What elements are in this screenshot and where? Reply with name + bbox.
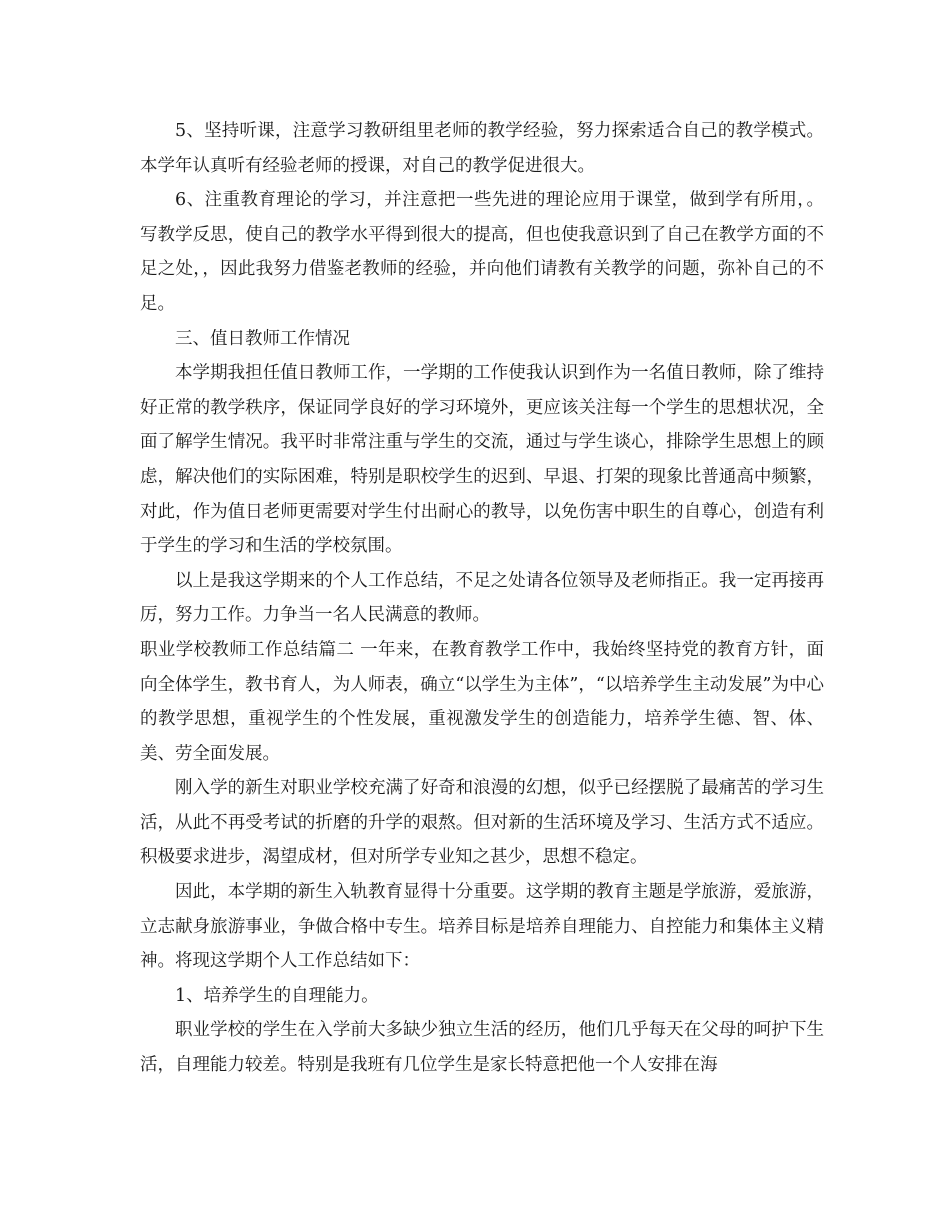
paragraph-summary-closing: 以上是我这学期来的个人工作总结，不足之处请各位领导及老师指正。我一定再接再厉，努力工作。力争当一名人民满意的教师。 xyxy=(140,570,824,626)
paragraph-self-care: 职业学校的学生在入学前大多缺少独立生活的经历，他们几乎每天在父母的呵护下生活，自理能力较差。特别是我班有几位学生是家长特意把他一个人安排在海 xyxy=(140,1020,824,1076)
paragraph-duty-teacher: 本学期我担任值日教师工作，一学期的工作使我认识到作为一名值日教师，除了维持好正常的教学秩序，保证同学良好的学习环境外，更应该关注每一个学生的思想状况，全面了解学生情况。我平时非常注重与学生的交流，通过与学生谈心，排除学生思想上的顾虑，解决他们的实际困难，特别是职校学生的迟到、早退、打架的现象比普通高中频繁，对此，作为值日老师更需要对学生付出耐心的教导，以免伤害中职生的自尊心，创造有利于学生的学习和生活的学校氛围。 xyxy=(140,363,824,557)
section-heading-duty-teacher: 三、值日教师工作情况 xyxy=(175,328,350,349)
section-heading-self-care: 1、培养学生的自理能力。 xyxy=(175,985,379,1006)
paragraph-new-students: 刚入学的新生对职业学校充满了好奇和浪漫的幻想，似乎已经摆脱了最痛苦的学习生活，从此不再受考试的折磨的升学的艰熬。但对新的生活环境及学习、生活方式不适应。积极要求进步，渴望成材，但对所学专业知之甚少，思想不稳定。 xyxy=(140,778,824,868)
paragraph-part-two-text: 一年来，在教育教学工作中，我始终坚持党的教育方针，面向全体学生，教书育人，为人师表，确立“以学生为主体”，“以培养学生主动发展”为中心的教学思想，重视学生的个性发展，重视激发学生的创造能力，培养学生德、智、体、美、劳全面发展。 xyxy=(140,639,825,764)
paragraph-part-two xyxy=(140,633,824,771)
document-body xyxy=(140,114,824,1083)
article-title-part-two: 职业学校教师工作总结篇二 xyxy=(140,639,355,660)
paragraph-theory: 6、注重教育理论的学习，并注意把一些先进的理论应用于课堂，做到学有所用，。写教学反思，使自己的教学水平得到很大的提高，但也使我意识到了自己在教学方面的不足之处，，因此我努力借鉴老教师的经验，并向他们请教有关教学的问题，弥补自己的不足。 xyxy=(140,190,824,314)
paragraph-listening: 5、坚持听课，注意学习教研组里老师的教学经验，努力探索适合自己的教学模式。本学年认真听有经验老师的授课，对自己的教学促进很大。 xyxy=(140,121,824,176)
paragraph-education-theme: 因此，本学期的新生入轨教育显得十分重要。这学期的教育主题是学旅游，爱旅游，立志献身旅游事业，争做合格中专生。培养目标是培养自理能力、自控能力和集体主义精神。将现这学期个人工作总结如下： xyxy=(140,882,824,972)
